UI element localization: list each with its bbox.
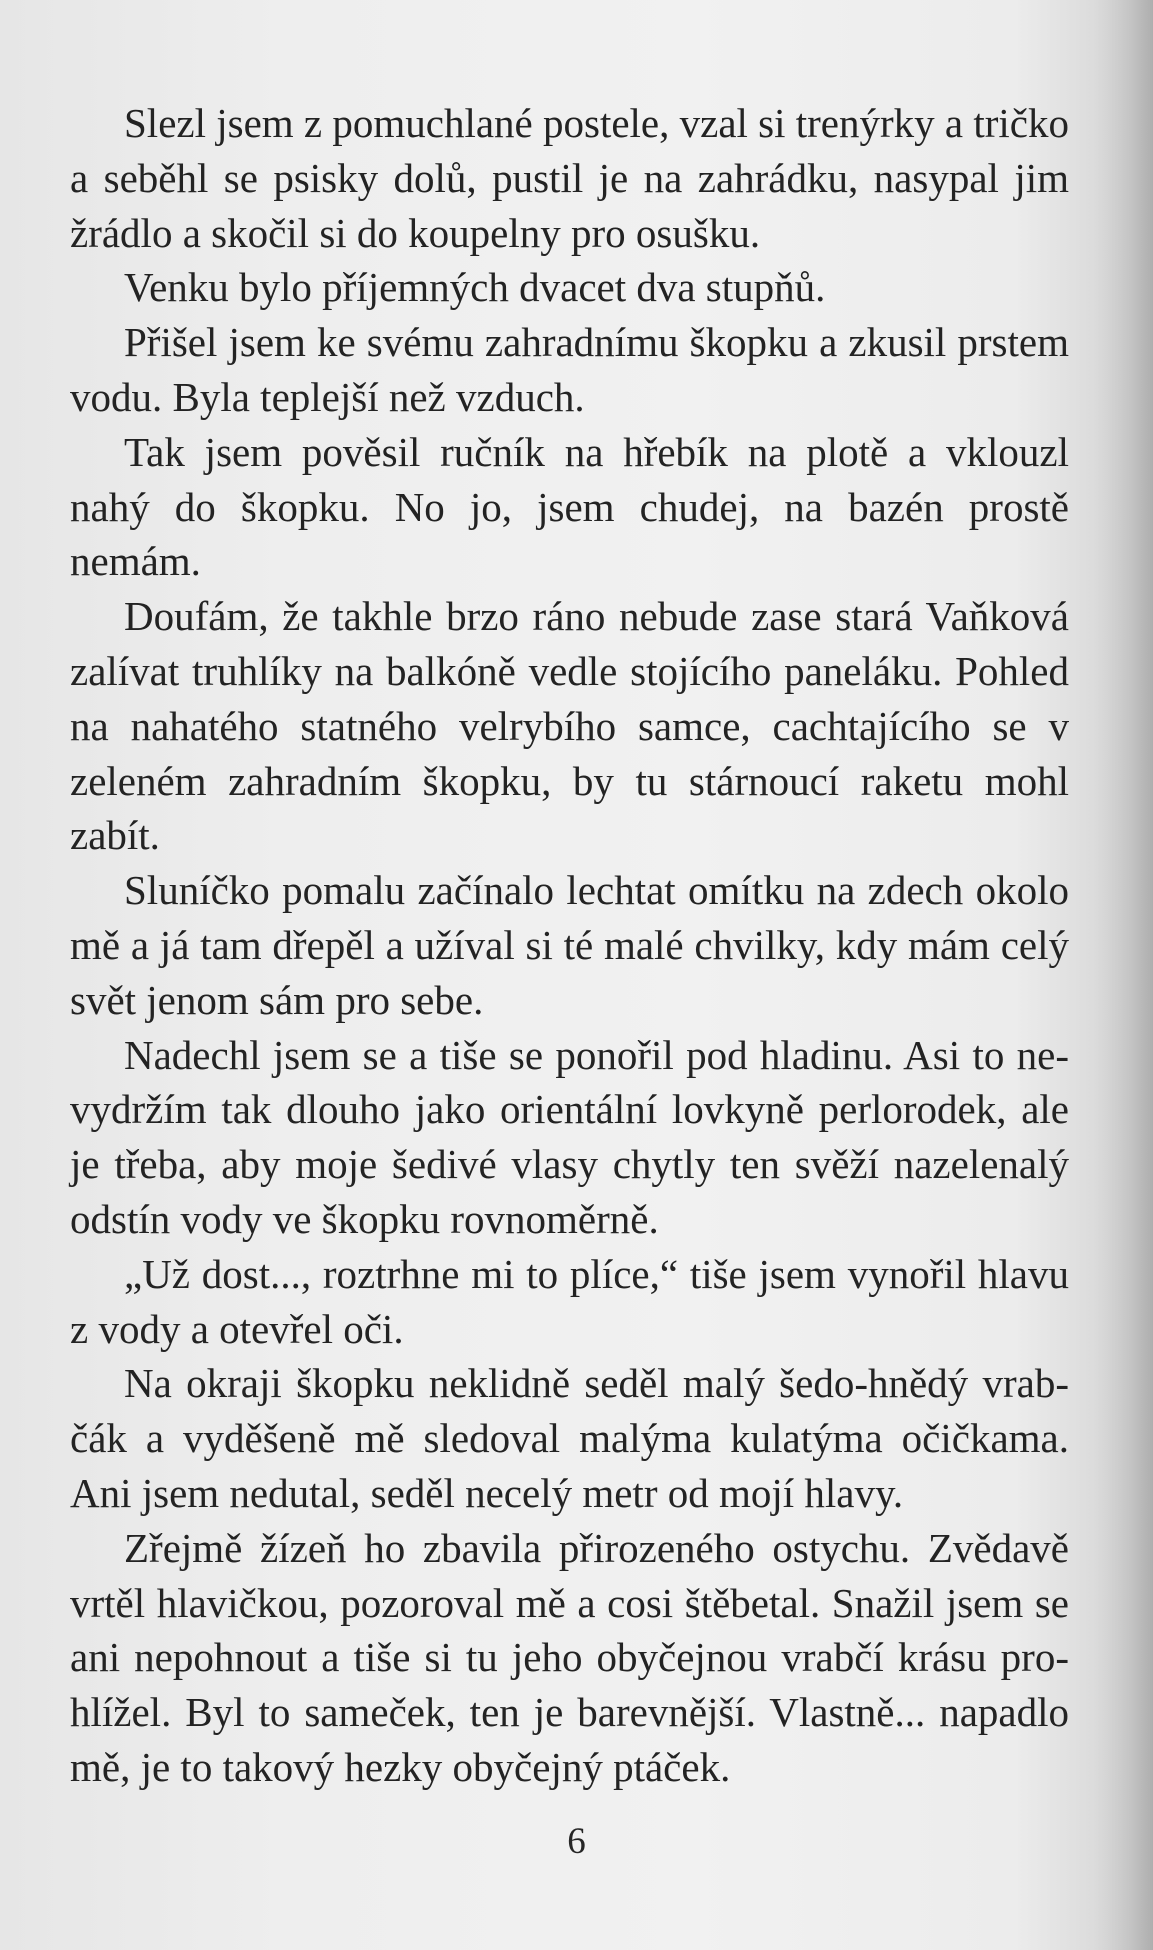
book-page xyxy=(70,96,1069,1946)
page-edge-shadow xyxy=(1093,0,1153,1950)
body-text xyxy=(70,96,1069,1795)
paragraph-10: Zřejmě žízeň ho zbavila přirozeného ostychu. Zvědavě vrtěl hlavičkou, pozoroval mě a cosi štěbetal. Snažil jsem se ani nepohnout a tiše si tu jeho obyčejnou vrabčí krásu prohlížel. Byl to sameček, ten je barevnější. Vlastně... napadlo mě, je to takový hezky obyčejný ptáček. xyxy=(70,1524,1069,1790)
paragraph-9: Na okraji škopku neklidně seděl malý šedo-hnědý vrabčák a vyděšeně mě sledoval malýma kulatýma očičkama. Ani jsem nedutal, seděl necelý metr od mojí hlavy. xyxy=(70,1360,1069,1516)
paragraph-2: Venku bylo příjemných dvacet dva stupňů. xyxy=(124,264,826,311)
page-number: 6 xyxy=(567,1821,586,1862)
paragraph-3: Přišel jsem ke svému zahradnímu škopku a zkusil prstem vodu. Byla teplejší než vzduch. xyxy=(70,319,1069,420)
paragraph-7: Nadechl jsem se a tiše se ponořil pod hladinu. Asi to nevydržím tak dlouho jako orientální lovkyně perlorodek, ale je třeba, aby moje šedivé vlasy chytly ten svěží nazelenalý odstín vody ve škopku rovnoměrně. xyxy=(70,1031,1069,1242)
paragraph-5: Doufám, že takhle brzo ráno nebude zase stará Vaňková zalívat truhlíky na balkóně vedle stojícího paneláku. Pohled na nahatého statného velrybího samce, cachtajícího se v zeleném zahradním škopku, by tu stárnoucí raketu mohl zabít. xyxy=(70,593,1069,859)
paragraph-6: Sluníčko pomalu začínalo lechtat omítku na zdech okolo mě a já tam dřepěl a užíval si té malé chvilky, kdy mám celý svět jenom sám pro sebe. xyxy=(70,867,1069,1023)
paragraph-1: Slezl jsem z pomuchlané postele, vzal si trenýrky a tričko a seběhl se psisky dolů, pustil je na zahrádku, nasypal jim žrádlo a skočil si do koupelny pro osušku. xyxy=(70,100,1069,256)
paragraph-4: Tak jsem pověsil ručník na hřebík na plotě a vklouzl nahý do škopku. No jo, jsem chudej, na bazén prostě nemám. xyxy=(70,428,1069,585)
paragraph-8: „Už dost..., roztrhne mi to plíce,“ tiše jsem vynořil hlavu z vody a otevřel oči. xyxy=(70,1250,1069,1352)
